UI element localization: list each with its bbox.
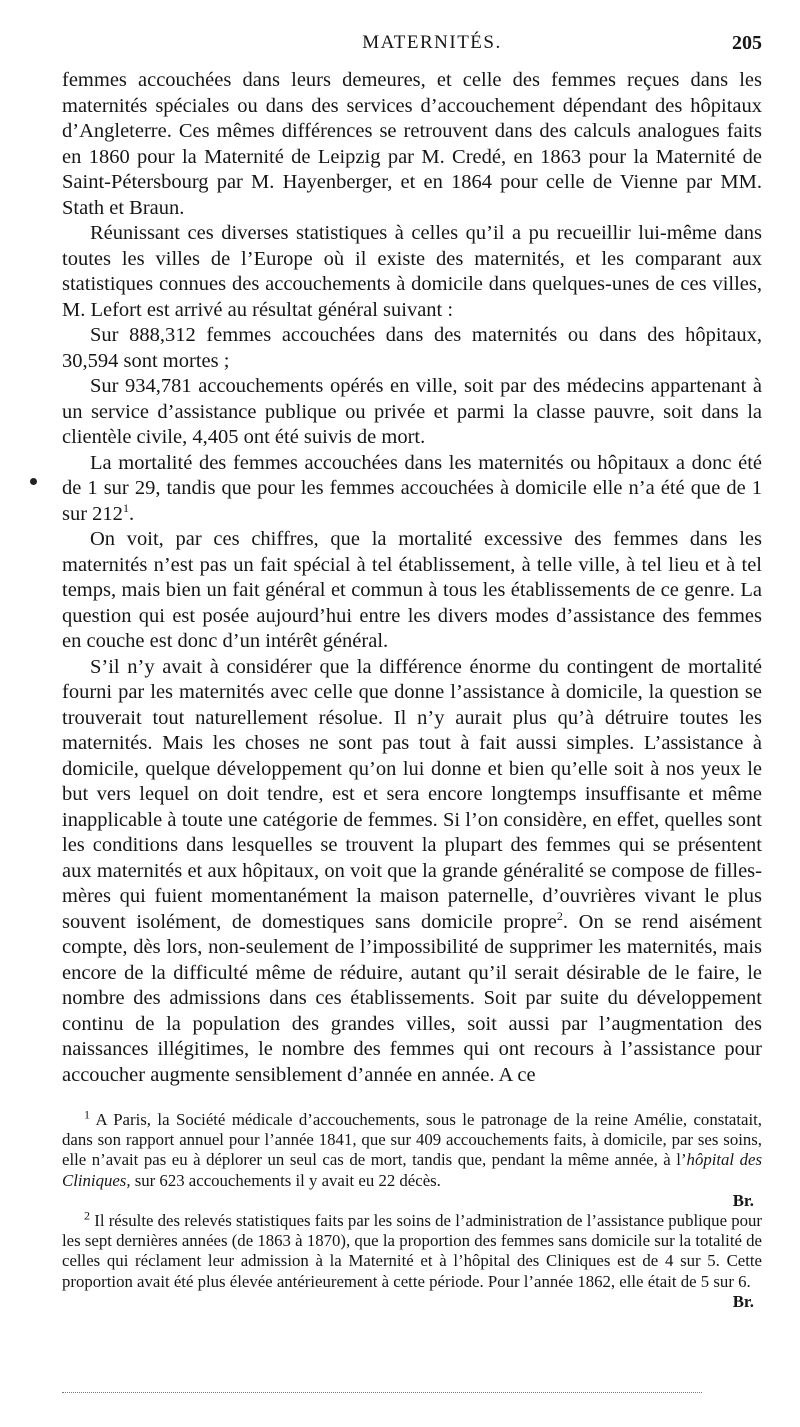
footnote-signature: Br.	[732, 1190, 754, 1210]
footnote-marker: 2	[556, 908, 563, 923]
paragraph: Réunissant ces diverses statistiques à celles qu’il a pu recueillir lui-même dans toutes les villes de l’Europe où il existe des maternités, et les comparant aux statistiques connues des accouchements à domicile dans quelques-unes de ces villes, M. Lefort est arrivé au résultat général suivant :	[62, 222, 762, 321]
paragraph: Sur 888,312 femmes accouchées dans des maternités ou dans des hôpitaux, 30,594 sont mortes ;	[62, 324, 762, 372]
page	[62, 0, 762, 1312]
paragraph: S’il n’y avait à considérer que la différence énorme du contingent de mortalité fourni par les maternités avec celle que donne l’assistance à domicile, la question se trouverait tout naturellement résolue. Il n’y aurait plus qu’à détruire toutes les maternités. Mais les choses ne sont pas tout à fait aussi simples. L’assistance à domicile, quelque développement qu’on lui donne et bien qu’elle soit à nos yeux le but vers lequel on doit tendre, est et sera encore longtemps insuffisante et même inapplicable à toute une catégorie de femmes. Si l’on considère, en effet, quelles sont les conditions dans lesquelles se trouvent la plupart des femmes qui se présentent aux maternités et aux hôpitaux, on voit que la grande généralité se compose de filles-mères qui fuient momentanément la maison paternelle, d’ouvrières vivant le plus souvent isolément, de domestiques sans domicile propre$^2$. On se rend aisément compte, dès lors, non-seulement de l’impossibilité de supprimer les maternités, mais encore de la difficulté même de réduire, autant qu’il serait désirable de le faire, le nombre des admissions dans ces établissements. Soit par suite du développement continu de la population des grandes villes, soit aussi par l’augmentation des naissances illégitimes, le nombre des femmes qui ont recours à l’assistance pour accoucher augmente sensiblement d’année en année. A ce	[62, 655, 763, 1086]
running-title: MATERNITÉS.	[362, 32, 502, 53]
margin-dot	[30, 478, 37, 485]
page-header	[62, 32, 762, 68]
footnote-mark: 2	[84, 1208, 90, 1223]
footnote-marker: 1	[122, 500, 129, 515]
page-number: 205	[732, 32, 762, 54]
body-text	[62, 68, 762, 1088]
footnote: $^2$ Il résulte des relevés statistiques faits par les soins de l’administration de l’assistance publique pour les sept dernières années (de 1863 à 1870), que la proportion des femmes sans domicile sur la totalité de celles qui réclament leur admission à la Maternité et à l’hôpital des Cliniques est de 4 sur 5. Cette proportion avait été plus élevée antérieurement à cette période. Pour l’année 1862, elle était de 5 sur 6.	[62, 1208, 763, 1291]
footnote: $^1$ A Paris, la Société médicale d’accouchements, sous le patronage de la reine Amélie, constatait, dans son rapport annuel pour l’année 1841, que sur 409 accouchements faits, à domicile, par ses soins, elle n’avait pas eu à déplorer un seul cas de mort, tandis que, pendant la même année, à l’hôpital des Cliniques, sur 623 accouchements il y avait eu 22 décès.	[62, 1107, 762, 1190]
bottom-rule	[62, 1392, 702, 1393]
footnote-signature: Br.	[732, 1291, 754, 1311]
paragraph: Sur 934,781 accouchements opérés en ville, soit par des médecins appartenant à un service d’assistance publique ou privée et parmi la classe pauvre, soit dans la clientèle civile, 4,405 ont été suivis de mort.	[62, 375, 762, 448]
italic-term: hôpital des Cliniques,	[62, 1150, 762, 1190]
paragraph: femmes accouchées dans leurs demeures, et celle des femmes reçues dans les maternités spéciales ou dans des services d’accouchement dépendant des hôpitaux d’Angleterre. Ces mêmes différences se retrouvent dans des calculs analogues faits en 1860 pour la Maternité de Leipzig par M. Credé, en 1863 pour la Maternité de Saint-Pétersbourg par M. Hayenberger, et en 1864 pour celle de Vienne par MM. Stath et Braun.	[62, 69, 762, 219]
footnotes	[62, 1107, 763, 1312]
paragraph: La mortalité des femmes accouchées dans les maternités ou hôpitaux a donc été de 1 sur 29, tandis que pour les femmes accouchées à domicile elle n’a été que de 1 sur $212^1$.	[62, 451, 762, 525]
paragraph: On voit, par ces chiffres, que la mortalité excessive des femmes dans les maternités n’est pas un fait spécial à tel établissement, à telle ville, à tel lieu et à tel temps, mais bien un fait général et commun à tous les établissements de ce genre. La question qui est posée aujourd’hui entre les divers modes d’assistance des femmes en couche est donc d’un intérêt général.	[62, 528, 762, 652]
footnote-mark: 1	[84, 1107, 90, 1122]
